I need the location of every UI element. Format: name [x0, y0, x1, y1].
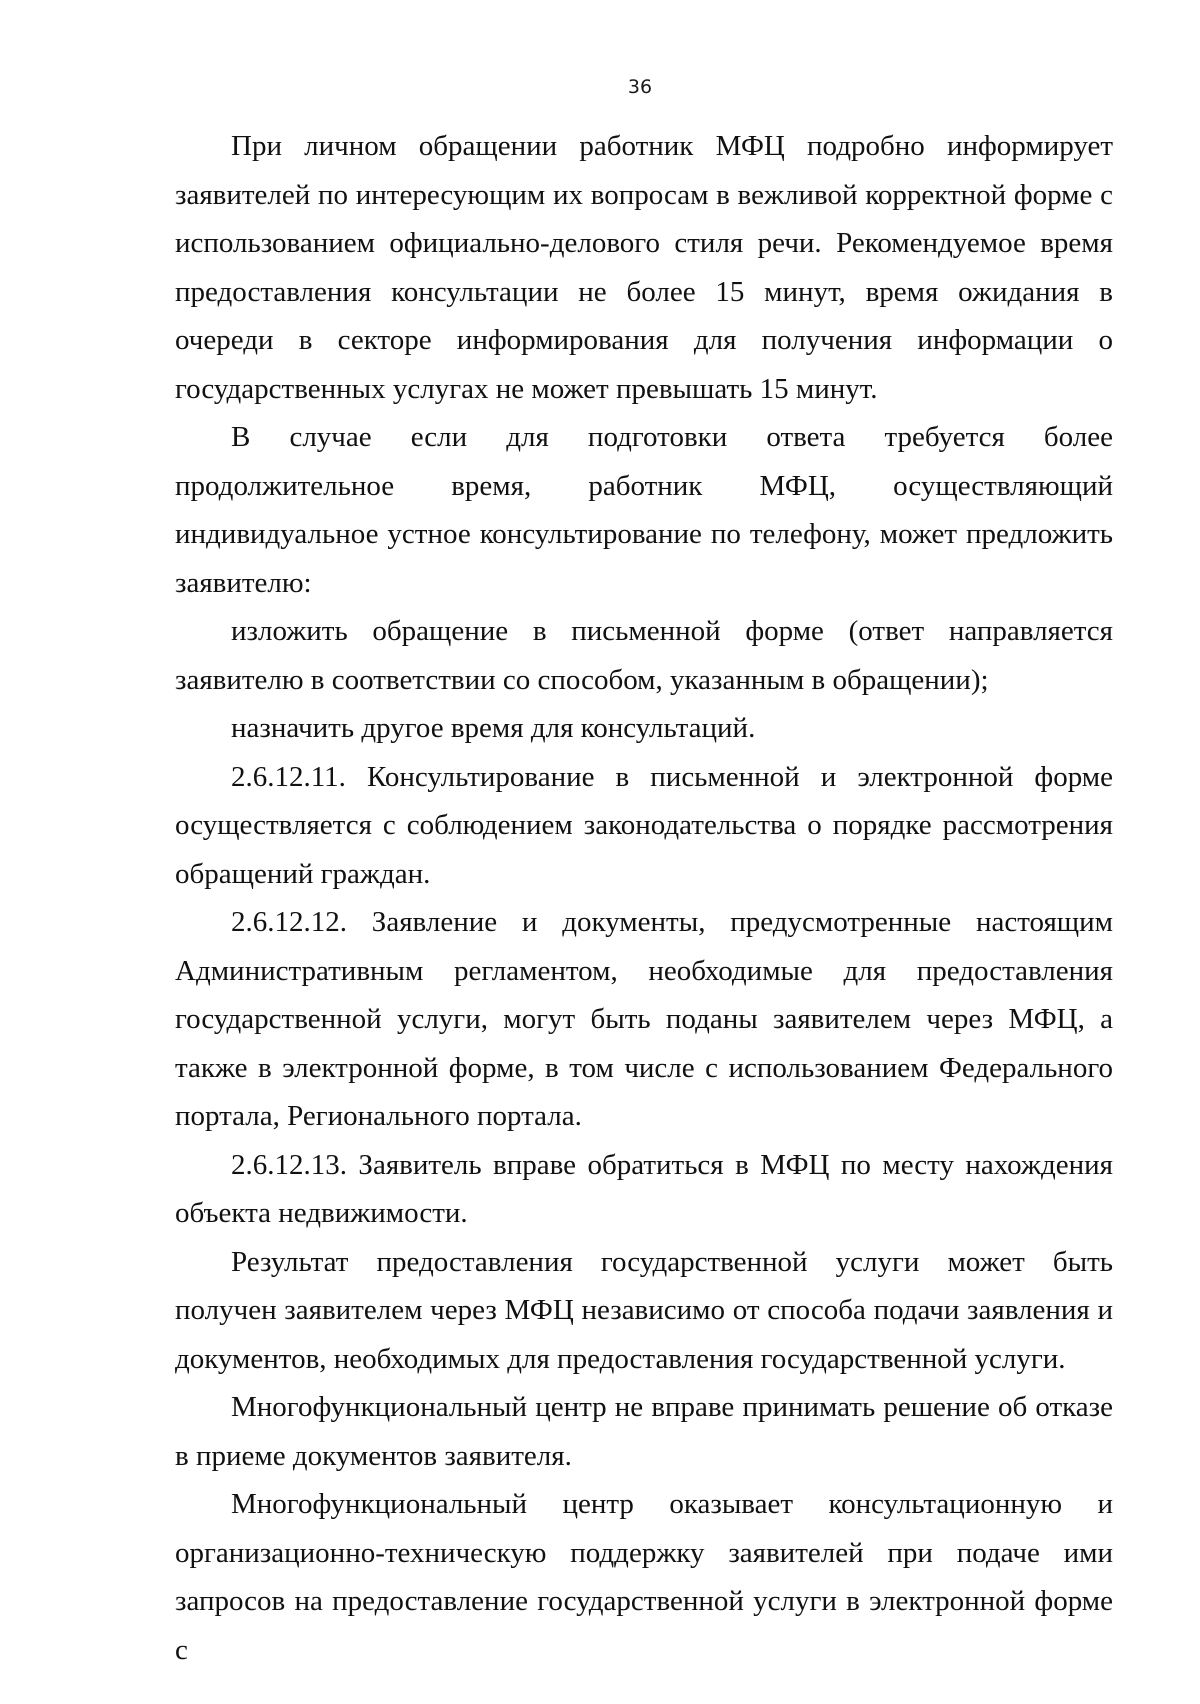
paragraph-result: Результат предоставления государственной услуги может быть получен заявителем через МФЦ независимо от способа подачи заявления и документов, необходимых для предоставления государственной услуги. [175, 1245, 1113, 1375]
paragraph-consultation-time: При личном обращении работник МФЦ подробно информирует заявителей по интересующим их вопросам в вежливой корректной форме с использованием официально-делового стиля речи. Рекомендуемое время предоставления консультации не более 15 минут, время ожидания в очереди в секторе информирования для получения информации о государственных услугах не может превышать 15 минут. [175, 130, 1113, 405]
paragraph-2-6-12-12: 2.6.12.12. Заявление и документы, предусмотренные настоящим Административным регламентом, необходимые для предоставления государственной услуги, могут быть поданы заявителем через МФЦ, а также в электронной форме, в том числе с использованием Федерального портала, Регионального портала. [175, 906, 1113, 1132]
paragraph-longer-time: В случае если для подготовки ответа требуется более продолжительное время, работник МФЦ, осуществляющий индивидуальное устное консультирование по телефону, может предложить заявителю: [175, 421, 1113, 599]
paragraph-written-request: изложить обращение в письменной форме (ответ направляется заявителю в соответствии со способом, указанным в обращении); [175, 615, 1113, 696]
paragraph-other-time: назначить другое время для консультаций. [231, 712, 756, 744]
paragraph-no-refusal: Многофункциональный центр не вправе принимать решение об отказе в приеме документов заявителя. [175, 1391, 1113, 1472]
paragraph-support: Многофункциональный центр оказывает консультационную и организационно-техническую поддержку заявителей при подаче ими запросов на предоставление государственной услуги в электронной форме с [175, 1488, 1113, 1666]
document-body [175, 122, 1113, 1674]
paragraph-2-6-12-13: 2.6.12.13. Заявитель вправе обратиться в МФЦ по месту нахождения объекта недвижимости. [175, 1148, 1113, 1229]
paragraph-2-6-12-11: 2.6.12.11. Консультирование в письменной и электронной форме осуществляется с соблюдением законодательства о порядке рассмотрения обращений граждан. [175, 760, 1113, 890]
page-number: 36 [627, 76, 653, 98]
